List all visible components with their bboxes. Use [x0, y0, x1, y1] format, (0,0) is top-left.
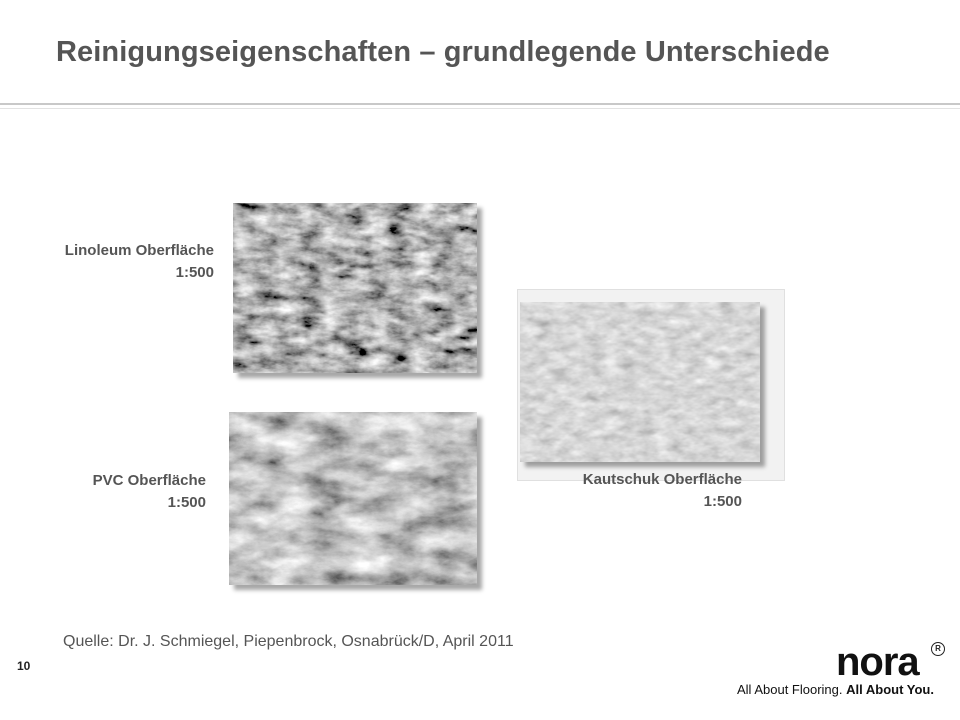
pvc-label-name: PVC Oberfläche: [92, 472, 206, 489]
slide-title: Reinigungseigenschaften – grundlegende Unterschiede: [56, 36, 830, 68]
pvc-label-scale: 1:500: [167, 494, 206, 511]
tagline-regular: All About Flooring.: [737, 682, 847, 697]
pvc-label: [20, 470, 206, 514]
logo-tagline: [737, 682, 934, 697]
pvc-surface-image: [229, 412, 477, 585]
title-divider-secondary: [0, 108, 960, 109]
kautschuk-label-name: Kautschuk Oberfläche: [582, 471, 742, 488]
linoleum-label-name: Linoleum Oberfläche: [64, 242, 214, 259]
page-number: 10: [17, 659, 31, 673]
kautschuk-surface-image: [520, 302, 760, 462]
source-citation: Quelle: Dr. J. Schmiegel, Piepenbrock, Osnabrück/D, April 2011: [63, 633, 514, 650]
linoleum-label-scale: 1:500: [175, 264, 214, 281]
tagline-bold: All About You.: [846, 682, 934, 697]
title-divider: [0, 103, 960, 105]
nora-logo: nora: [836, 640, 919, 684]
linoleum-label: [20, 240, 214, 284]
registered-mark-icon: R: [931, 642, 945, 656]
kautschuk-label-scale: 1:500: [703, 493, 742, 510]
kautschuk-label: [520, 469, 742, 513]
linoleum-surface-image: [233, 203, 477, 373]
